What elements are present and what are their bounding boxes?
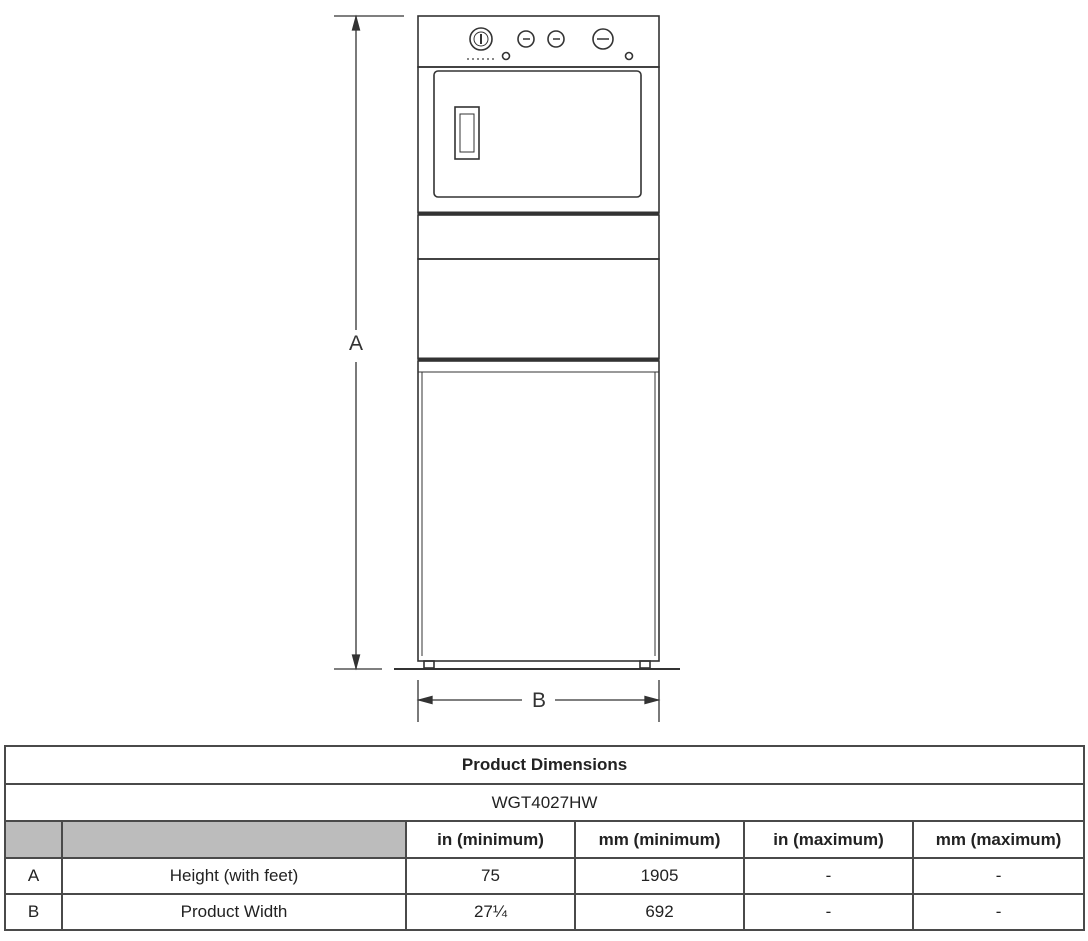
product-dimensions-table <box>4 745 1085 931</box>
width-dimension-label: B <box>531 689 547 712</box>
header-in-minimum: in (minimum) <box>406 821 575 858</box>
height-dimension-line <box>334 16 404 669</box>
washer-upper-panel <box>418 259 659 359</box>
dryer-door <box>434 71 641 197</box>
foot-left <box>424 661 434 668</box>
foot-right <box>640 661 650 668</box>
row-mm-min: 1905 <box>575 858 744 894</box>
row-in-min: 75 <box>406 858 575 894</box>
row-key: A <box>5 858 62 894</box>
indicator-light-icon <box>503 53 510 60</box>
status-dots <box>467 58 494 60</box>
row-mm-max: - <box>913 894 1084 930</box>
washer-lid-panel <box>418 215 659 259</box>
height-dimension-label: A <box>348 332 364 355</box>
row-in-max: - <box>744 858 913 894</box>
row-key: B <box>5 894 62 930</box>
row-in-min: 27¼ <box>406 894 575 930</box>
control-console <box>418 16 659 67</box>
header-in-maximum: in (maximum) <box>744 821 913 858</box>
header-mm-minimum: mm (minimum) <box>575 821 744 858</box>
dryer-door-handle <box>455 107 479 159</box>
row-mm-max: - <box>913 858 1084 894</box>
row-in-max: - <box>744 894 913 930</box>
table-row <box>5 858 1084 894</box>
start-button-icon <box>626 53 633 60</box>
table-row <box>5 894 1084 930</box>
dryer-cabinet <box>418 67 659 213</box>
washer-cabinet <box>418 361 659 661</box>
header-key <box>5 821 62 858</box>
row-name: Product Width <box>62 894 406 930</box>
table-title: Product Dimensions <box>5 746 1084 784</box>
row-mm-min: 692 <box>575 894 744 930</box>
model-number: WGT4027HW <box>5 784 1084 821</box>
header-name <box>62 821 406 858</box>
header-mm-maximum: mm (maximum) <box>913 821 1084 858</box>
table-header-row <box>5 821 1084 858</box>
row-name: Height (with feet) <box>62 858 406 894</box>
